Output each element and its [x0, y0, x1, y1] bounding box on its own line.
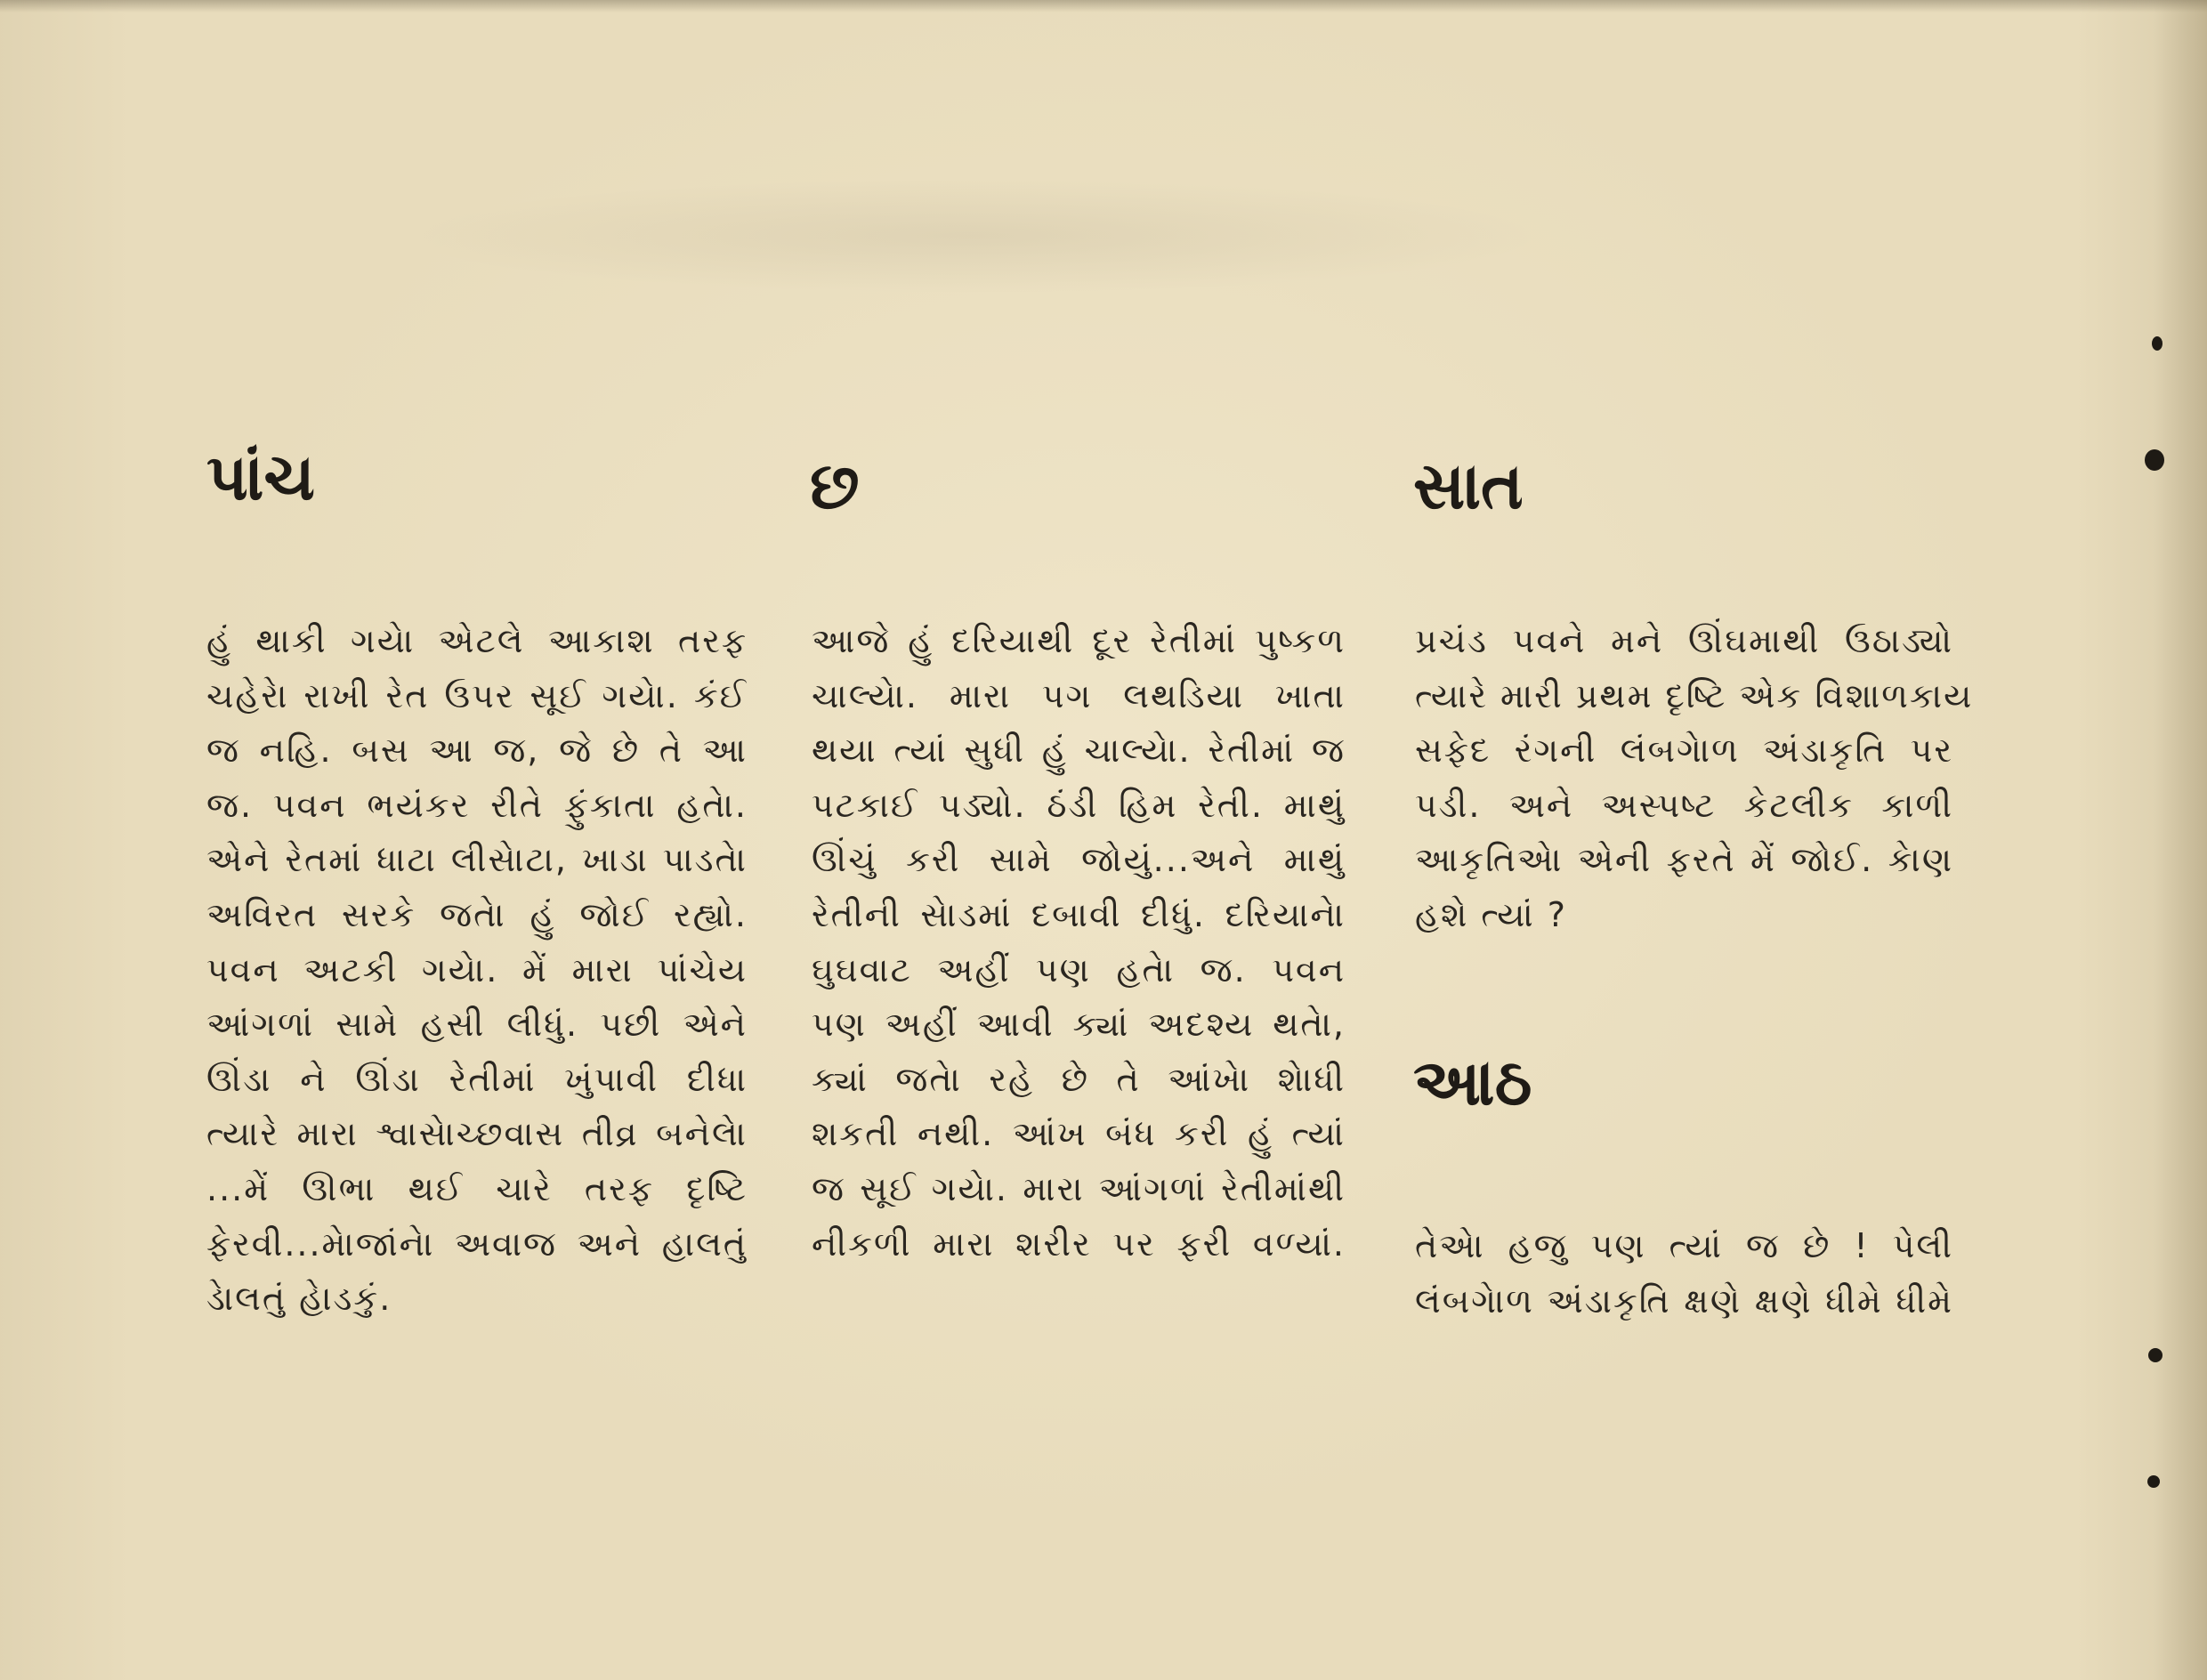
text-line: આકૃતિએા એની ફરતે મેં જોઈ. કેાણ	[1415, 840, 1953, 880]
section-eight-paragraph	[1415, 1219, 1953, 1329]
text-line: હશે ત્યાં ?	[1415, 894, 1567, 934]
scan-speck	[2145, 449, 2164, 471]
text-line: પ્રચંડ પવને મને ઊંઘમાથી ઉઠાડ્યો	[1415, 621, 1953, 660]
section-heading-five: પાંચ	[206, 439, 315, 514]
text-line: ત્યારે મારા શ્વાસેાચ્છવાસ તીવ્ર બનેલેા	[206, 1114, 748, 1154]
text-line: ક્યાં જતેા રહે છે તે આંખેા શેાધી	[812, 1059, 1346, 1099]
text-line: હું થાકી ગયેા એટલે આકાશ તરફ	[206, 621, 748, 660]
page-right-edge	[2154, 0, 2207, 1680]
text-line: આંગળાં સામે હસી લીધું. પછી એને	[206, 1005, 748, 1045]
text-line: થયા ત્યાં સુધી હું ચાલ્યેા. રેતીમાં જ	[812, 731, 1346, 771]
section-six-paragraph	[812, 614, 1346, 1272]
text-line: જ સૂઈ ગયેા. મારા આંગળાં રેતીમાંથી	[812, 1168, 1346, 1208]
section-heading-eight: આઠ	[1413, 1044, 1532, 1119]
section-heading-seven: સાત	[1413, 448, 1524, 523]
text-line: ઘુઘવાટ અહીં પણ હતેા જ. પવન	[812, 949, 1346, 989]
text-line: ચાલ્યેા. મારા પગ લથડિયા ખાતા	[812, 675, 1346, 715]
text-line: જ. પવન ભયંકર રીતે ફુંકાતા હતેા.	[206, 785, 748, 825]
scan-speck	[2152, 336, 2163, 351]
text-line: શકતી નથી. આંખ બંધ કરી હું ત્યાં	[812, 1114, 1346, 1154]
scan-speck	[2147, 1475, 2160, 1488]
text-line: ત્યારે મારી પ્રથમ દૃષ્ટિ એક વિશાળકાય	[1415, 675, 1974, 715]
section-five-paragraph	[206, 614, 748, 1327]
text-line: એને રેતમાં ધાટા લીસેાટા, ખાડા પાડતેા	[206, 840, 748, 880]
text-line: પડી. અને અસ્પષ્ટ કેટલીક કાળી	[1415, 785, 1953, 825]
text-line: પટકાઈ પડ્યો. ઠંડી હિમ રેતી. માથું	[812, 785, 1346, 825]
text-line: પણ અહીં આવી ક્યાં અદશ્ય થતેા,	[812, 1005, 1346, 1045]
bleed-through-shadow	[392, 178, 1548, 294]
text-line: લંબગેાળ અંડાકૃતિ ક્ષણે ક્ષણે ધીમે ધીમે	[1415, 1280, 1953, 1321]
section-heading-six: છ	[810, 448, 860, 523]
text-line: આજે હું દરિયાથી દૂર રેતીમાં પુષ્કળ	[812, 621, 1346, 660]
text-line: અવિરત સરકે જતેા હું જોઈ રહ્યો.	[206, 894, 748, 934]
text-line: સફેદ રંગની લંબગેાળ અંડાકૃતિ પર	[1415, 731, 1953, 771]
text-line: રેતીની સેાડમાં દબાવી દીધું. દરિયાનેા	[812, 894, 1346, 934]
text-line: પવન અટકી ગયેા. મેં મારા પાંચેય	[206, 949, 748, 989]
section-seven-paragraph	[1415, 614, 1974, 943]
text-line: તેએા હજુ પણ ત્યાં જ છે ! પેલી	[1415, 1226, 1953, 1265]
scan-speck	[2148, 1348, 2163, 1362]
text-line: ઊંચું કરી સામે જોયું...અને માથું	[812, 840, 1346, 880]
text-line: ચહેરેા રાખી રેત ઉપર સૂઈ ગયેા. કંઈ	[206, 675, 748, 715]
text-line: નીકળી મારા શરીર પર ફરી વળ્યાં.	[812, 1224, 1346, 1264]
text-line: ડેાલતું હેાડકું.	[206, 1279, 392, 1319]
page-top-edge	[0, 0, 2207, 12]
text-line: ફેરવી...મેાજાંનેા અવાજ અને હાલતું	[206, 1224, 748, 1264]
text-line: ઊંડા ને ઊંડા રેતીમાં ખુંપાવી દીધા	[206, 1059, 748, 1099]
text-line: ...મેં ઊભા થઈ ચારે તરફ દૃષ્ટિ	[206, 1168, 748, 1208]
text-line: જ નહિ. બસ આ જ, જે છે તે આ	[206, 731, 748, 771]
